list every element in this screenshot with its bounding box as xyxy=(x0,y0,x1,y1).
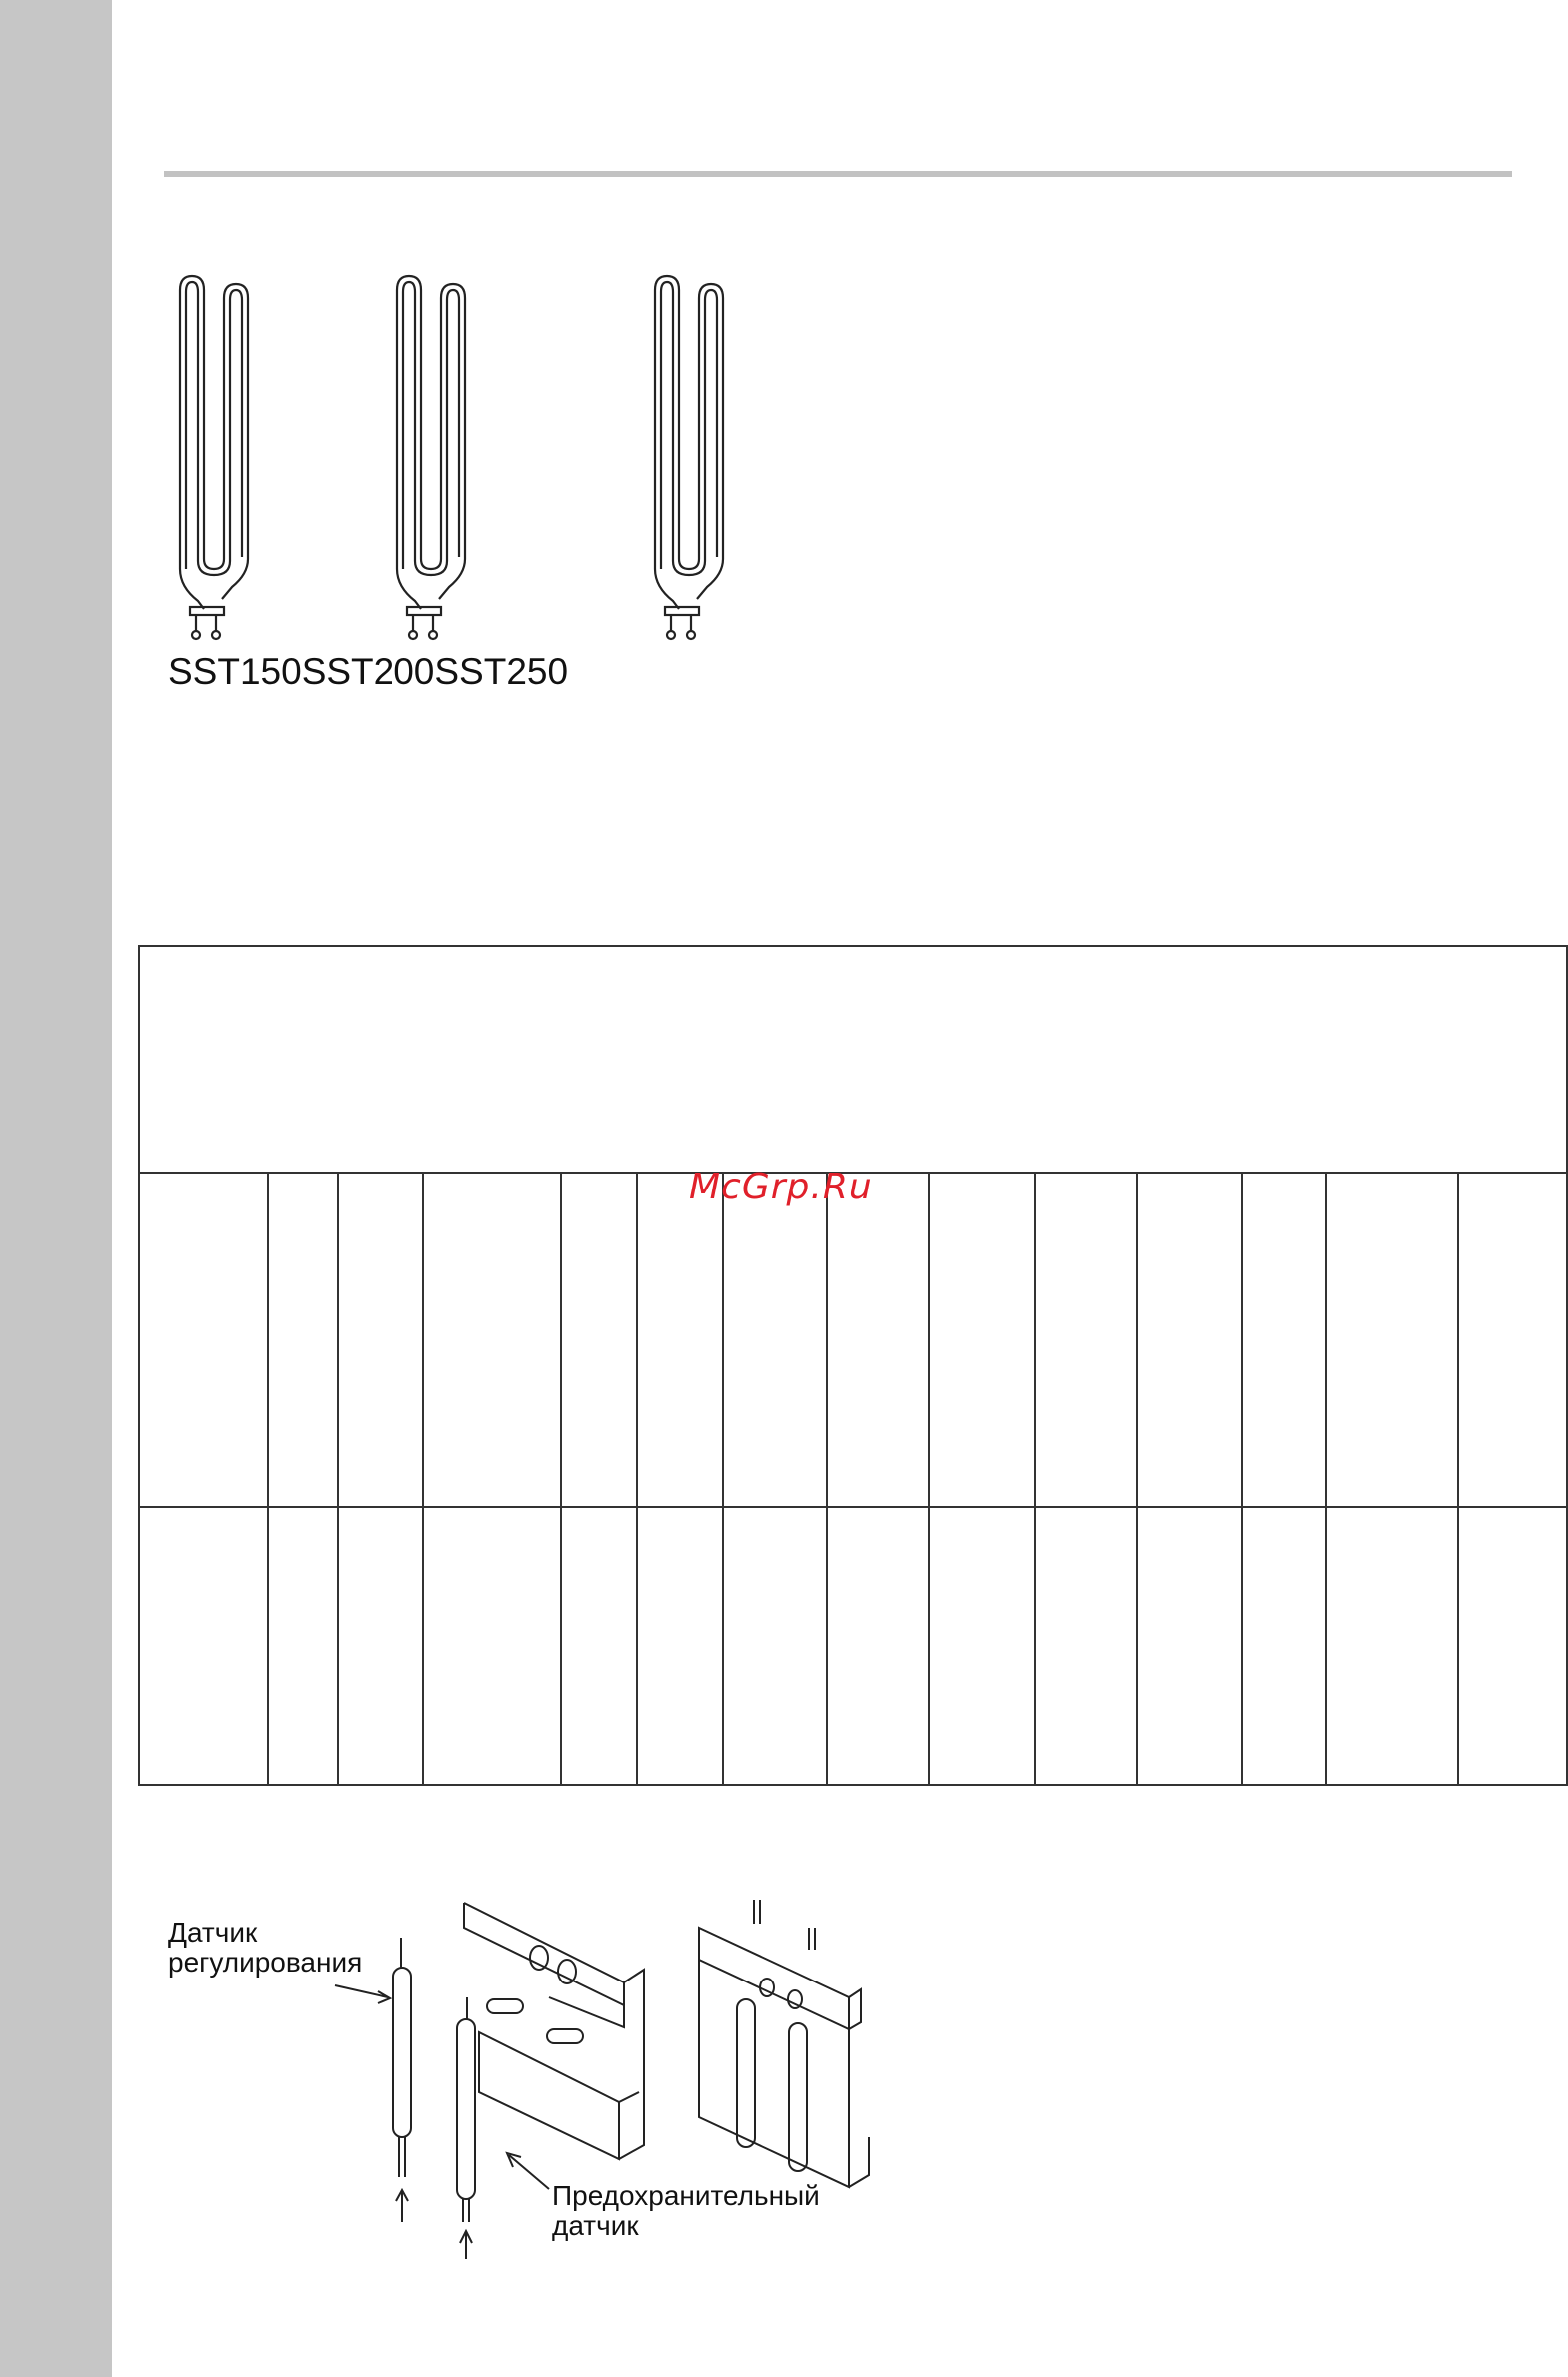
heater-sst250 xyxy=(655,276,723,639)
bracket-right xyxy=(699,1900,869,2187)
heater-sst200 xyxy=(397,276,465,639)
bracket-left xyxy=(464,1903,644,2159)
control-sensor-label-line2: регулирования xyxy=(168,1947,363,1978)
safety-sensor-label-line2: датчик xyxy=(552,2210,639,2241)
watermark-text: McGrp.Ru xyxy=(689,1167,873,1207)
table-border xyxy=(139,946,1567,1785)
control-sensor xyxy=(335,1938,411,2222)
control-sensor-label xyxy=(168,1918,362,1978)
heater-model-labels: SST150SST200SST250 xyxy=(168,651,569,692)
left-margin-bar xyxy=(0,0,112,2377)
heater-sst150 xyxy=(180,276,248,639)
table-column-dividers xyxy=(268,1173,1458,1785)
safety-sensor-label-line1: Предохранительный xyxy=(552,2180,820,2211)
specification-table xyxy=(138,945,1568,1786)
safety-sensor xyxy=(457,1997,549,2259)
header-rule xyxy=(164,171,1512,177)
heating-elements-illustration xyxy=(160,270,759,669)
safety-sensor-label xyxy=(552,2181,820,2241)
control-sensor-label-line1: Датчик xyxy=(168,1917,258,1948)
